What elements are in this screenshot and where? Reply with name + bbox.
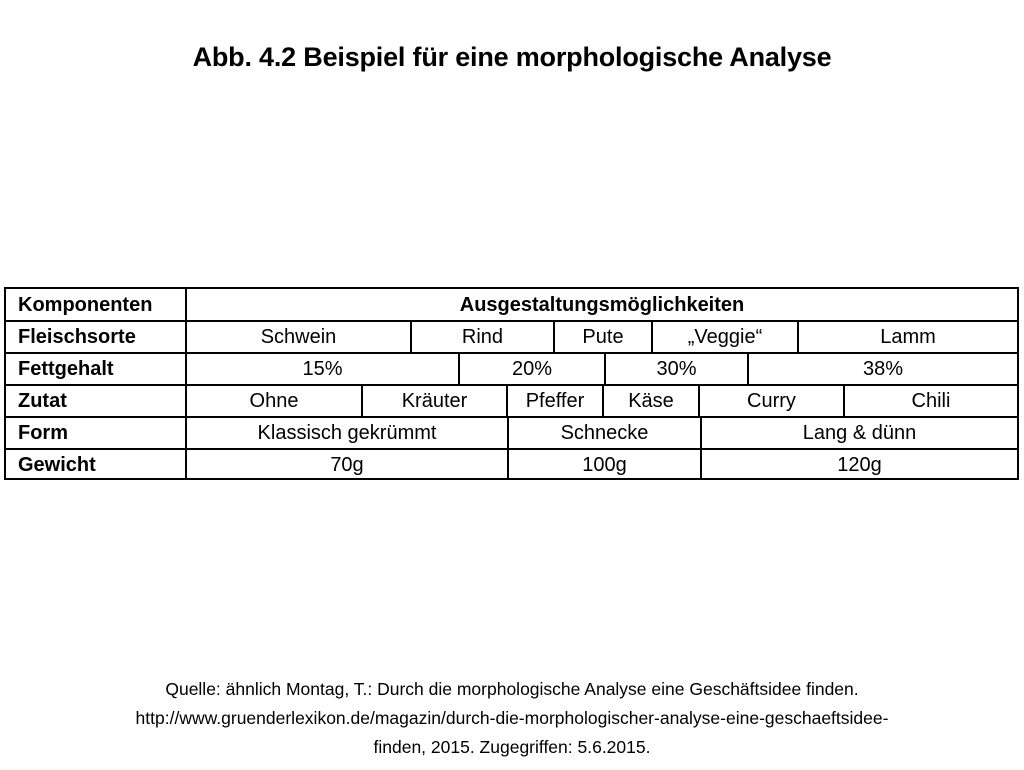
- option-cell: 120g: [837, 453, 882, 476]
- row-label: Form: [6, 418, 187, 448]
- option-cell: 70g: [187, 450, 509, 480]
- option-cell: Pute: [555, 322, 653, 352]
- option-cell: 38%: [862, 357, 904, 380]
- option-cell: Klassisch gekrümmt: [187, 418, 509, 448]
- source-citation: [0, 675, 1024, 762]
- option-cell: Curry: [700, 386, 845, 416]
- table-row-gewicht: [6, 448, 1017, 480]
- option-cell: „Veggie“: [653, 322, 799, 352]
- source-line: finden, 2015. Zugegriffen: 5.6.2015.: [373, 737, 651, 757]
- header-label: Komponenten: [6, 289, 187, 321]
- option-cell: Lang & dünn: [802, 421, 917, 444]
- option-cell: 30%: [606, 354, 749, 384]
- option-cell: Lamm: [880, 325, 936, 348]
- table-row-fettgehalt: [6, 352, 1017, 384]
- option-cell: Schnecke: [509, 418, 702, 448]
- figure-title: Abb. 4.2 Beispiel für eine morphologische Analyse: [192, 42, 832, 72]
- table-row-fleischsorte: [6, 320, 1017, 352]
- option-cell: Rind: [412, 322, 555, 352]
- row-label: Fettgehalt: [6, 354, 187, 384]
- option-cell: Schwein: [187, 322, 412, 352]
- option-cell: 15%: [187, 354, 460, 384]
- option-cell: Chili: [911, 389, 951, 412]
- row-label: Zutat: [6, 386, 187, 416]
- table-header-row: [6, 289, 1017, 321]
- table-row-form: [6, 416, 1017, 448]
- option-cell: Ohne: [187, 386, 363, 416]
- option-cell: 100g: [509, 450, 702, 480]
- source-url: http://www.gruenderlexikon.de/magazin/durch-die-morphologischer-analyse-eine-geschaeftsidee-: [135, 708, 889, 728]
- option-cell: 20%: [460, 354, 606, 384]
- source-line: Quelle: ähnlich Montag, T.: Durch die morphologische Analyse eine Geschäftsidee finden.: [165, 679, 859, 699]
- option-cell: Kräuter: [363, 386, 508, 416]
- table-row-zutat: [6, 384, 1017, 416]
- row-label: Fleischsorte: [6, 322, 187, 352]
- morphological-table: [4, 287, 1019, 480]
- option-cell: Käse: [604, 386, 700, 416]
- option-cell: Pfeffer: [508, 386, 604, 416]
- row-label: Gewicht: [6, 450, 187, 480]
- header-value: Ausgestaltungsmöglichkeiten: [459, 293, 745, 316]
